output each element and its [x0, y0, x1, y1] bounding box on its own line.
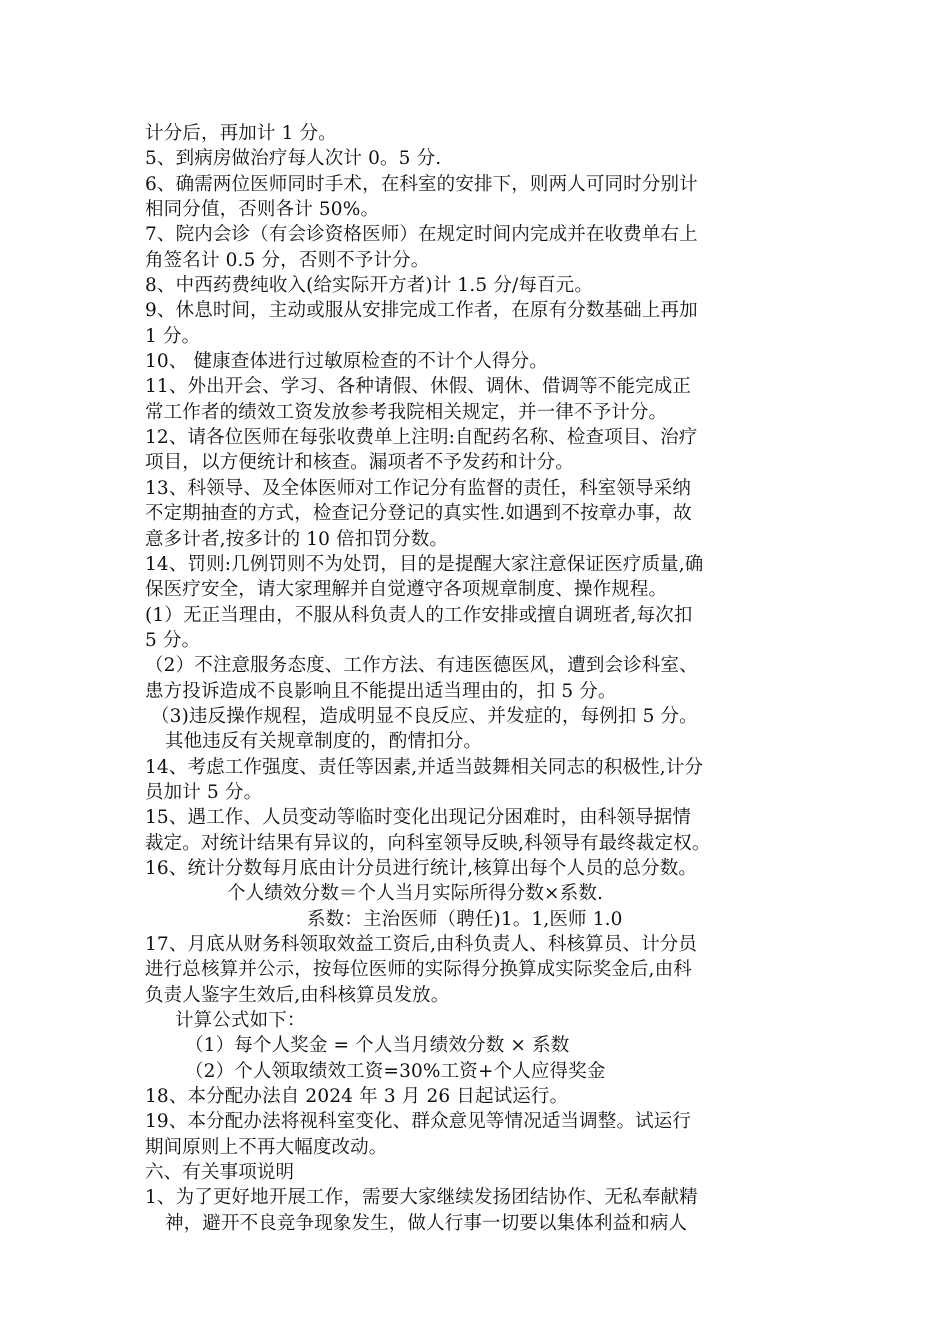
text-line: 14、罚则:几例罚则不为处罚，目的是提醒大家注意保证医疗质量,确: [145, 553, 704, 575]
text-line: 常工作者的绩效工资发放参考我院相关规定，并一律不予计分。: [145, 401, 668, 423]
text-line: 神，避开不良竞争现象发生，做人行事一切要以集体利益和病人: [165, 1212, 688, 1234]
formula-line: 个人绩效分数＝个人当月实际所得分数×系数.: [227, 883, 604, 905]
text-line: 8、中西药费纯收入(给实际开方者)计 1.5 分/每百元。: [145, 275, 593, 297]
text-line: 13、科领导、及全体医师对工作记分有监督的责任，科室领导采纳: [145, 477, 692, 499]
text-line: 计算公式如下：: [175, 1010, 306, 1032]
text-line: 15、遇工作、人员变动等临时变化出现记分困难时，由科领导据情: [145, 807, 692, 829]
text-line: 9、休息时间，主动或服从安排完成工作者，在原有分数基础上再加: [145, 300, 698, 322]
text-line: 10、 健康查体进行过敏原检查的不计个人得分。: [145, 351, 548, 373]
text-line: （2）不注意服务态度、工作方法、有违医德医风，遭到会诊科室、: [145, 655, 698, 677]
text-line: 保医疗安全，请大家理解并自觉遵守各项规章制度、操作规程。: [145, 579, 668, 601]
text-line: (1）无正当理由，不服从科负责人的工作安排或擅自调班者,每次扣: [145, 604, 693, 626]
text-line: 患方投诉造成不良影响且不能提出适当理由的，扣 5 分。: [145, 680, 617, 702]
text-line: 5、到病房做治疗每人次计 0。5 分.: [145, 148, 442, 170]
text-line: 7、院内会诊（有会诊资格医师）在规定时间内完成并在收费单右上: [145, 224, 698, 246]
text-line: 14、考虑工作强度、责任等因素,并适当鼓舞相关同志的积极性,计分: [145, 756, 704, 778]
text-line: 不定期抽查的方式，检查记分登记的真实性.如遇到不按章办事，故: [145, 503, 692, 525]
text-line: 11、外出开会、学习、各种请假、休假、调休、借调等不能完成正: [145, 376, 692, 398]
text-line: 进行总核算并公示，按每位医师的实际得分换算成实际奖金后,由科: [145, 959, 692, 981]
formula-line: （1）每个人奖金 = 个人当月绩效分数 × 系数: [185, 1035, 570, 1057]
text-line: （3)违反操作规程，造成明显不良反应、并发症的，每例扣 5 分。: [151, 705, 698, 727]
text-line: 裁定。对统计结果有异议的，向科室领导反映,科领导有最终裁定权。: [145, 832, 711, 854]
text-line: 其他违反有关规章制度的，酌情扣分。: [165, 731, 483, 753]
text-line: 意多计者,按多计的 10 倍扣罚分数。: [145, 528, 449, 550]
text-line: 19、本分配办法将视科室变化、群众意见等情况适当调整。试运行: [145, 1111, 692, 1133]
coefficient-line: 系数：主治医师（聘任)1。1,医师 1.0: [307, 908, 623, 930]
text-line: 角签名计 0.5 分，否则不予计分。: [145, 249, 430, 271]
text-line: 负责人鉴字生效后,由科核算员发放。: [145, 984, 450, 1006]
text-line: 12、请各位医师在每张收费单上注明:自配药名称、检查项目、治疗: [145, 427, 698, 449]
formula-line: （2）个人领取绩效工资=30%工资+个人应得奖金: [185, 1060, 606, 1082]
text-line: 计分后，再加计 1 分。: [145, 123, 337, 144]
text-line: 6、确需两位医师同时手术，在科室的安排下，则两人可同时分别计: [145, 173, 698, 195]
text-line: 项目，以方便统计和核查。漏项者不予发药和计分。: [145, 452, 574, 474]
section-heading: 六、有关事项说明: [145, 1162, 295, 1184]
text-line: 员加计 5 分。: [145, 781, 263, 803]
text-line: 相同分值，否则各计 50%。: [145, 199, 380, 221]
text-line: 1、为了更好地开展工作，需要大家继续发扬团结协作、无私奉献精: [145, 1187, 698, 1209]
document-body: [145, 121, 815, 1236]
text-line: 1 分。: [145, 325, 201, 347]
text-line: 18、本分配办法自 2024 年 3 月 26 日起试运行。: [145, 1086, 569, 1108]
text-line: 17、月底从财务科领取效益工资后,由科负责人、科核算员、计分员: [145, 934, 698, 955]
text-line: 5 分。: [145, 629, 201, 651]
text-line: 16、统计分数每月底由计分员进行统计,核算出每个人员的总分数。: [145, 857, 698, 879]
text-line: 期间原则上不再大幅度改动。: [145, 1136, 388, 1158]
